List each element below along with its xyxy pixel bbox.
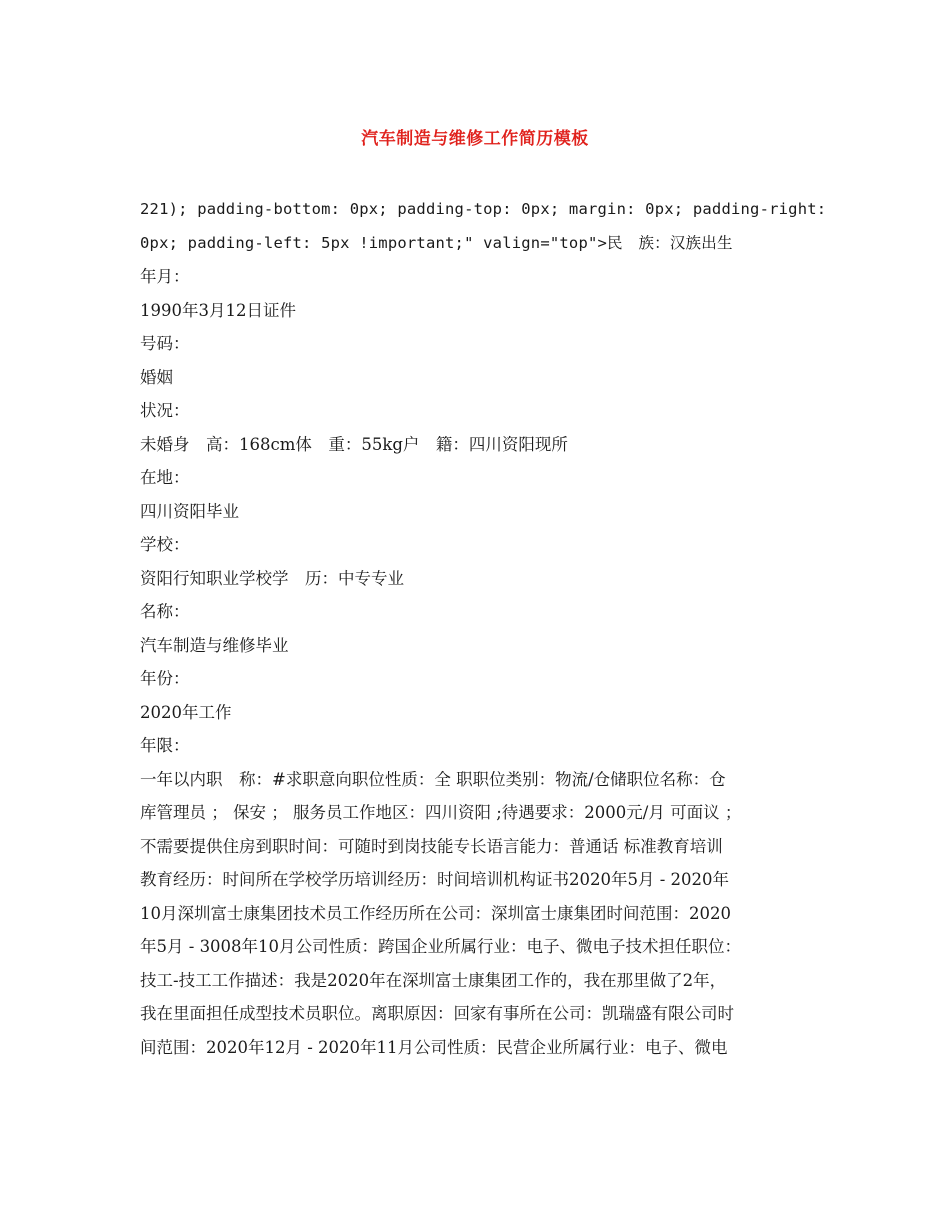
body-line: 年份：: [140, 669, 190, 688]
body-line: 10月深圳富士康集团技术员工作经历所在公司：深圳富士康集团时间范围：2020: [140, 903, 731, 923]
body-line: 汽车制造与维修毕业: [140, 635, 289, 655]
body-line: 四川资阳毕业: [140, 501, 239, 521]
body-line: 技工-技工工作描述：我是2020年在深圳富士康集团工作的，我在那里做了2年，: [140, 970, 727, 990]
body-line: 学校：: [140, 535, 190, 554]
body-line: 婚姻: [140, 367, 173, 387]
document-title: 汽车制造与维修工作简历模板: [361, 129, 589, 149]
body-line: 教育经历：时间所在学校学历培训经历：时间培训机构证书2020年5月 - 2020年: [140, 870, 730, 889]
body-line: 号码：: [140, 334, 190, 353]
body-line: 库管理员 ； 保安 ； 服务员工作地区：四川资阳 ;待遇要求：2000元/月 可面议 ；: [140, 803, 742, 822]
body-line: 在地：: [140, 468, 190, 487]
body-line: 一年以内职 称：#求职意向职位性质：全 职职位类别：物流/仓储职位名称：仓: [140, 769, 726, 789]
body-line: 年月：: [140, 267, 190, 286]
body-line: 年限：: [140, 736, 190, 755]
body-line: 2020年工作: [140, 702, 232, 722]
body-line: 0px; padding-left: 5px !important;" valign="top">民 族：汉族出生: [140, 233, 733, 252]
body-line: 间范围：2020年12月 - 2020年11月公司性质：民营企业所属行业：电子、微电: [140, 1037, 728, 1057]
body-line: 221); padding-bottom: 0px; padding-top: 0px; margin: 0px; padding-right:: [140, 200, 827, 218]
document-body: [140, 193, 830, 1064]
body-line: 我在里面担任成型技术员职位。离职原因：回家有事所在公司：凯瑞盛有限公司时: [140, 1004, 734, 1023]
body-line: 年5月 - 3008年10月公司性质：跨国企业所属行业：电子、微电子技术担任职位：: [140, 937, 742, 956]
body-line: 未婚身 高：168cm体 重：55kg户 籍：四川资阳现所: [140, 434, 568, 454]
body-line: 不需要提供住房到职时间：可随时到岗技能专长语言能力：普通话 标准教育培训: [140, 836, 723, 856]
body-line: 状况：: [140, 401, 190, 420]
body-line: 名称：: [140, 602, 190, 621]
body-line: 资阳行知职业学校学 历：中专专业: [140, 568, 404, 588]
body-line: 1990年3月12日证件: [140, 300, 296, 320]
